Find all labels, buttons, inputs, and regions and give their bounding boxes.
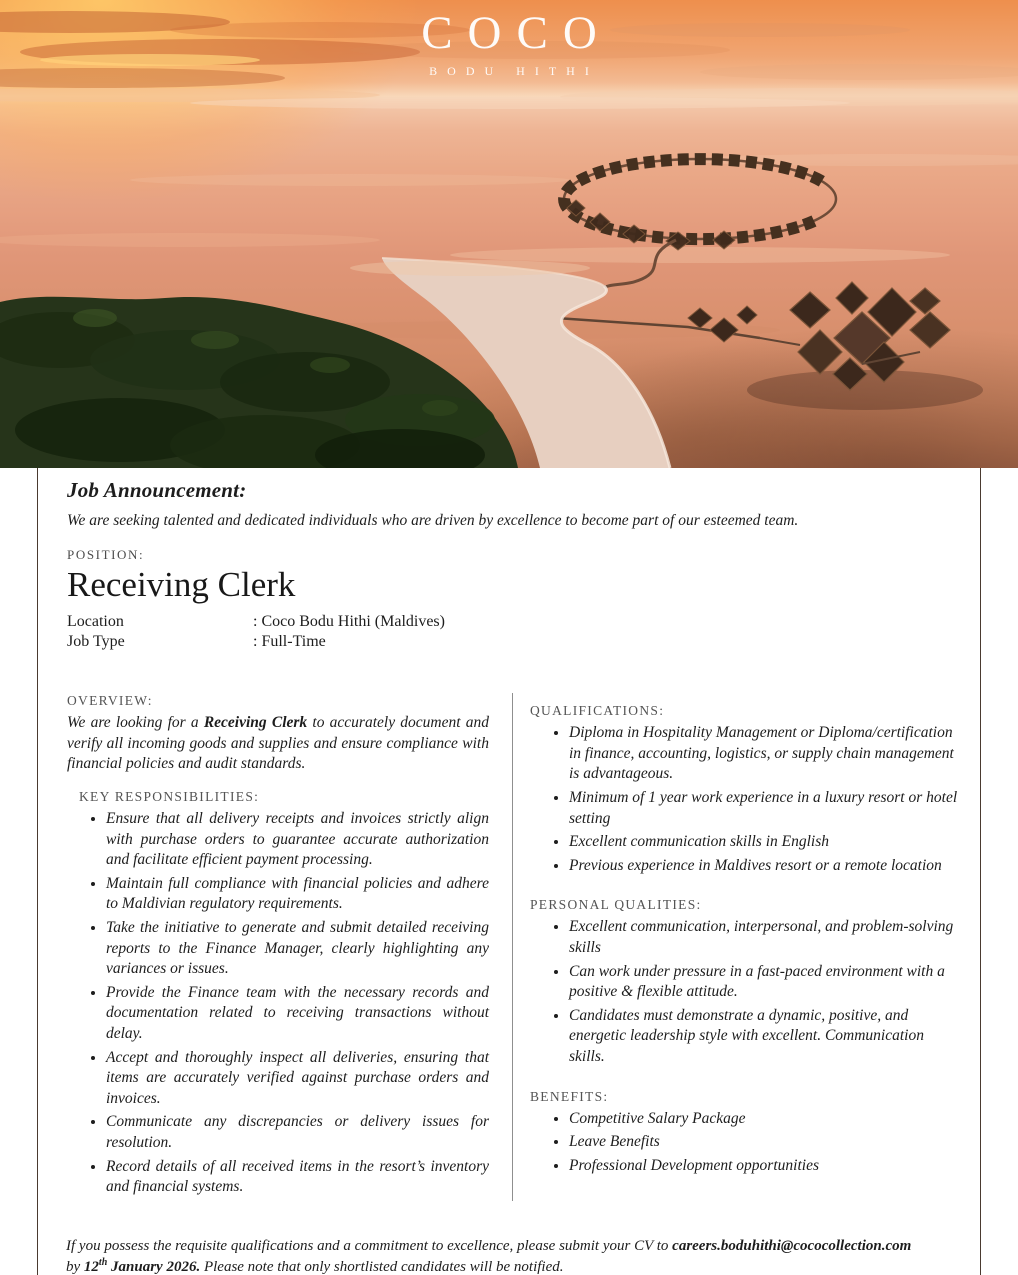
bullet-item: • Leave Benefits [569, 1132, 962, 1153]
brand-name: COCO [421, 7, 612, 59]
job-type-label: Job Type [67, 633, 125, 651]
application-instructions: If you possess the requisite qualifications and a commitment to excellence, please submit your CV to careers.boduhithi@cococollection.com by 12th January 2026. Please note that only shortlisted candidates will be notified. [66, 1238, 912, 1275]
bullet-item: • Ensure that all delivery receipts and invoices strictly align with purchase orders to guarantee accurate authorization and facilitate efficient payment processing. [106, 809, 489, 871]
overview-paragraph: We are looking for a Receiving Clerk to accurately document and verify all incoming goods and supplies and ensure compliance with financial policies and audit standards. [67, 714, 489, 773]
personal-qualities-heading: PERSONAL QUALITIES: [530, 897, 702, 913]
benefits-list [530, 1109, 962, 1177]
bullet-item: • Professional Development opportunities [569, 1156, 962, 1177]
deadline-date: 12th January 2026. [83, 1257, 201, 1275]
job-type-value: : Full-Time [253, 633, 326, 651]
bullet-item: • Take the initiative to generate and submit detailed receiving reports to the Finance Manager, clearly highlighting any variances or issues. [106, 918, 489, 980]
position-title: Receiving Clerk [67, 565, 296, 604]
bullet-item: • Excellent communication, interpersonal, and problem-solving skills [569, 917, 962, 958]
bullet-item: • Minimum of 1 year work experience in a luxury resort or hotel setting [569, 788, 962, 829]
benefits-heading: BENEFITS: [530, 1088, 609, 1104]
content-frame [37, 468, 981, 1275]
two-column-body [67, 693, 962, 1201]
location-label: Location [67, 612, 124, 630]
coco-logo [0, 7, 1018, 79]
page-title: Job Announcement: [67, 478, 247, 502]
location-row [67, 612, 980, 633]
resort-photo [0, 0, 1018, 468]
left-column [67, 693, 512, 1201]
application-email: careers.boduhithi@cococollection.com [672, 1238, 912, 1254]
qualifications-list [530, 723, 962, 876]
bullet-item: • Competitive Salary Package [569, 1109, 962, 1130]
position-label: POSITION: [67, 547, 145, 562]
key-responsibilities-heading: KEY RESPONSIBILITIES: [79, 788, 260, 804]
bullet-item: • Can work under pressure in a fast-paced environment with a positive & flexible attitude. [569, 962, 962, 1003]
overview-bold: Receiving Clerk [203, 714, 308, 732]
bullet-item: • Maintain full compliance with financial policies and adhere to Maldivian regulatory requirements. [106, 874, 489, 915]
water-villas-cluster [747, 282, 983, 410]
bullet-item: • Candidates must demonstrate a dynamic, positive, and energetic leadership style with excellent. Communication skills. [569, 1006, 962, 1068]
bullet-item: • Communicate any discrepancies or delivery issues for resolution. [106, 1112, 489, 1153]
job-type-row [67, 632, 980, 653]
bullet-item: • Record details of all received items in the resort’s inventory and financial systems. [106, 1157, 489, 1198]
bullet-item: • Diploma in Hospitality Management or Diploma/certification in finance, accounting, logistics, or supply chain management is advantageous. [569, 723, 962, 785]
overview-heading: OVERVIEW: [67, 693, 153, 709]
key-responsibilities-list [67, 809, 489, 1198]
intro-text: We are seeking talented and dedicated individuals who are driven by excellence to become part of our esteemed team. [67, 512, 799, 529]
qualifications-heading: QUALIFICATIONS: [530, 703, 665, 719]
bullet-item: • Previous experience in Maldives resort or a remote location [569, 856, 962, 877]
right-column [512, 693, 962, 1201]
position-details [67, 612, 980, 654]
brand-location: BODU HITHI [429, 64, 599, 78]
personal-qualities-list [530, 917, 962, 1067]
bullet-item: • Accept and thoroughly inspect all deliveries, ensuring that items are accurately verified against purchase orders and invoices. [106, 1048, 489, 1110]
villa-ring [564, 159, 836, 250]
bullet-item: • Excellent communication skills in English [569, 832, 962, 853]
bullet-item: • Provide the Finance team with the necessary records and documentation related to receiving transactions without delay. [106, 983, 489, 1045]
location-value: : Coco Bodu Hithi (Maldives) [253, 612, 445, 630]
